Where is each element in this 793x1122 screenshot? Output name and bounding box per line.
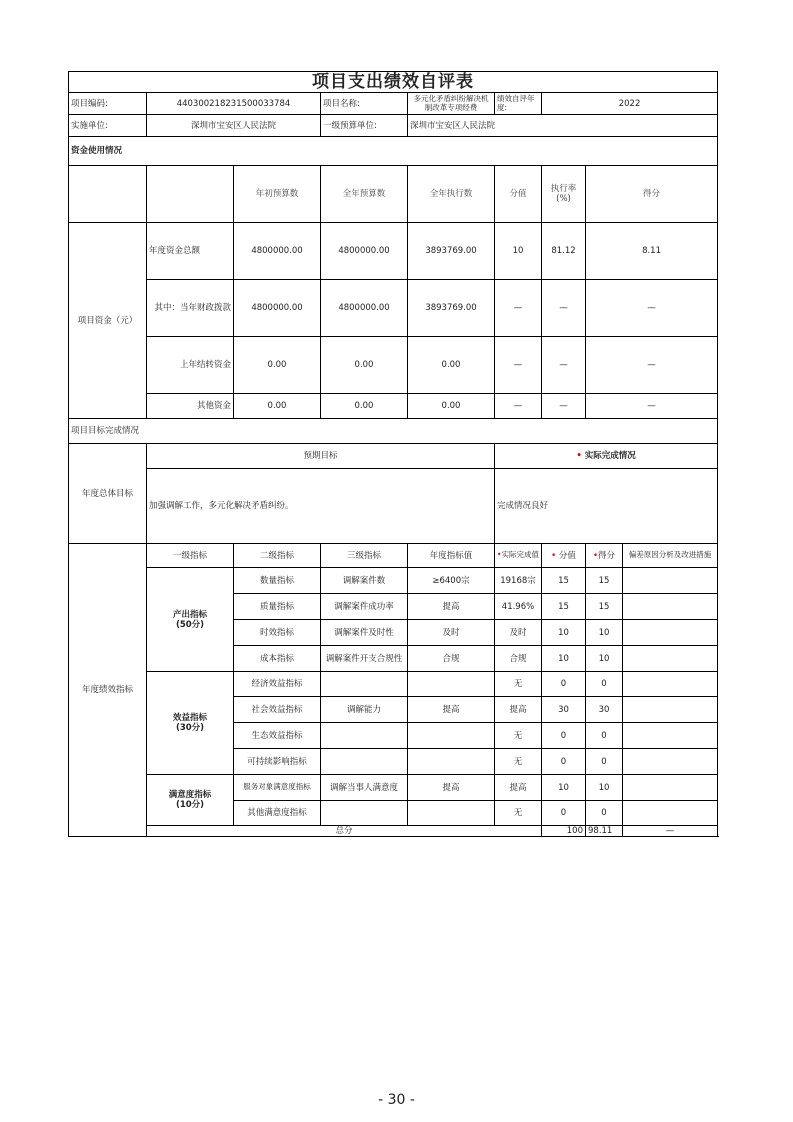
ind-analysis [623,568,718,594]
funds-cell: — [495,337,542,394]
ind-score: 0 [586,723,623,749]
required-star-icon: • [576,451,582,461]
ind-weight: 0 [542,723,586,749]
funds-header-rate: 执行率 (%) [542,166,586,223]
performance-table [68,71,718,837]
ind-header-level1: 一级指标 [147,544,234,568]
ind-level3 [321,749,408,775]
funds-cell: — [495,280,542,337]
funds-cell: 0.00 [234,394,321,419]
actual-text: 完成情况良好 [495,469,718,544]
ind-header-level2: 二级指标 [234,544,321,568]
satisfaction-group: 满意度指标 (10分) [147,775,234,826]
ind-header-target: 年度指标值 [408,544,495,568]
ind-analysis [623,672,718,697]
funds-cell: — [586,280,718,337]
funds-cell: 4800000.00 [234,223,321,280]
funds-cell: — [542,280,586,337]
required-star-icon: • [592,550,598,561]
ind-actual: 无 [495,801,542,826]
ind-analysis [623,620,718,646]
total-weight: 100 [542,826,586,837]
ind-score: 10 [586,620,623,646]
ind-analysis [623,594,718,620]
funds-group-label: 项目资金（元） [69,223,147,419]
ind-actual: 19168宗 [495,568,542,594]
ind-level3 [321,801,408,826]
funds-cell: 4800000.00 [321,223,408,280]
benefit-group: 效益指标 (30分) [147,672,234,775]
ind-header-level3: 三级指标 [321,544,408,568]
unit-label: 实施单位: [69,115,147,137]
ind-level3: 调解案件数 [321,568,408,594]
indicators-row-label: 年度绩效指标 [69,544,147,837]
code-label: 项目编码: [69,93,147,115]
funds-cell: 4800000.00 [321,280,408,337]
funds-cell: — [542,394,586,419]
ind-target: 及时 [408,620,495,646]
ind-actual: 提高 [495,697,542,723]
ind-header-analysis: 偏差原因分析及改进措施 [623,544,718,568]
name-label: 项目名称: [321,93,408,115]
funds-header-weight: 分值 [495,166,542,223]
funds-cell: 3893769.00 [408,223,495,280]
funds-header-empty [69,166,147,223]
ind-analysis [623,697,718,723]
ind-weight: 30 [542,697,586,723]
ind-weight: 0 [542,672,586,697]
table-title: 项目支出绩效自评表 [69,72,718,93]
ind-weight: 15 [542,594,586,620]
ind-actual: 合规 [495,646,542,672]
ind-score: 10 [586,646,623,672]
ind-score: 30 [586,697,623,723]
ind-analysis [623,801,718,826]
ind-level3 [321,723,408,749]
actual-header: • 实际完成情况 [495,444,718,469]
ind-actual: 及时 [495,620,542,646]
funds-cell: 0.00 [321,394,408,419]
funds-row-label: 年度资金总额 [147,223,234,280]
funds-row-label: 上年结转资金 [147,337,234,394]
ind-level3: 调解当事人满意度 [321,775,408,801]
budget-unit-value: 深圳市宝安区人民法院 [408,115,718,137]
ind-level2: 可持续影响指标 [234,749,321,775]
funds-cell: 8.11 [586,223,718,280]
ind-weight: 0 [542,749,586,775]
total-score: 98.11 [586,826,623,837]
ind-level3 [321,672,408,697]
required-star-icon: • [551,550,557,561]
ind-target [408,801,495,826]
funds-cell: — [586,394,718,419]
ind-level3: 调解案件成功率 [321,594,408,620]
output-group: 产出指标 (50分) [147,568,234,672]
funds-row-label: 其中：当年财政拨款 [147,280,234,337]
ind-target: 提高 [408,697,495,723]
ind-level2: 成本指标 [234,646,321,672]
ind-header-weight: • 分值 [542,544,586,568]
ind-weight: 15 [542,568,586,594]
year-label: 绩效自评年度: [495,93,542,115]
ind-level2: 服务对象满意度指标 [234,775,321,801]
funds-section-label: 资金使用情况 [69,137,718,166]
ind-weight: 10 [542,646,586,672]
funds-header-initial: 年初预算数 [234,166,321,223]
ind-level3: 调解案件开支合规性 [321,646,408,672]
unit-value: 深圳市宝安区人民法院 [147,115,321,137]
ind-target [408,723,495,749]
ind-score: 15 [586,568,623,594]
funds-header-score: 得分 [586,166,718,223]
funds-cell: 81.12 [542,223,586,280]
goals-section-label: 项目目标完成情况 [69,419,718,444]
ind-score: 0 [586,749,623,775]
funds-cell: — [586,337,718,394]
ind-level2: 数量指标 [234,568,321,594]
total-analysis: — [623,826,718,837]
ind-level2: 质量指标 [234,594,321,620]
ind-analysis [623,749,718,775]
funds-cell: 0.00 [408,394,495,419]
page-number: - 30 - [378,1092,415,1108]
ind-header-score: •得分 [586,544,623,568]
funds-cell: 10 [495,223,542,280]
ind-score: 0 [586,801,623,826]
ind-analysis [623,723,718,749]
budget-unit-label: 一级预算单位: [321,115,408,137]
ind-actual: 提高 [495,775,542,801]
expected-text: 加强调解工作，多元化解决矛盾纠纷。 [147,469,495,544]
ind-score: 15 [586,594,623,620]
ind-target: 合规 [408,646,495,672]
ind-analysis [623,775,718,801]
funds-header-empty [147,166,234,223]
ind-target: 提高 [408,594,495,620]
funds-cell: 3893769.00 [408,280,495,337]
funds-cell: 0.00 [321,337,408,394]
ind-target: ≥6400宗 [408,568,495,594]
year-value: 2022 [542,93,718,115]
total-label: 总分 [147,826,542,837]
funds-row-label: 其他资金 [147,394,234,419]
required-star-icon: • [497,550,502,560]
funds-cell: — [495,394,542,419]
ind-actual: 无 [495,672,542,697]
ind-analysis [623,646,718,672]
ind-actual: 无 [495,749,542,775]
ind-weight: 10 [542,775,586,801]
goals-row-label: 年度总体目标 [69,444,147,544]
ind-actual: 无 [495,723,542,749]
ind-level3: 调解案件及时性 [321,620,408,646]
ind-target: 提高 [408,775,495,801]
ind-header-actual: •实际完成值 [495,544,542,568]
funds-cell: 0.00 [234,337,321,394]
ind-level2: 生态效益指标 [234,723,321,749]
funds-cell: 4800000.00 [234,280,321,337]
ind-score: 10 [586,775,623,801]
ind-level2: 其他满意度指标 [234,801,321,826]
funds-cell: — [542,337,586,394]
ind-level2: 经济效益指标 [234,672,321,697]
code-value: 44030021823150003378​4 [147,93,321,115]
ind-target [408,749,495,775]
ind-score: 0 [586,672,623,697]
name-value: 多元化矛盾纠纷解决机制改革专项经费 [408,93,495,115]
funds-header-executed: 全年执行数 [408,166,495,223]
ind-level2: 时效指标 [234,620,321,646]
ind-level3: 调解能力 [321,697,408,723]
ind-weight: 0 [542,801,586,826]
funds-header-annual: 全年预算数 [321,166,408,223]
ind-actual: 41.96% [495,594,542,620]
expected-header: 预期目标 [147,444,495,469]
ind-target [408,672,495,697]
ind-level2: 社会效益指标 [234,697,321,723]
ind-weight: 10 [542,620,586,646]
funds-cell: 0.00 [408,337,495,394]
